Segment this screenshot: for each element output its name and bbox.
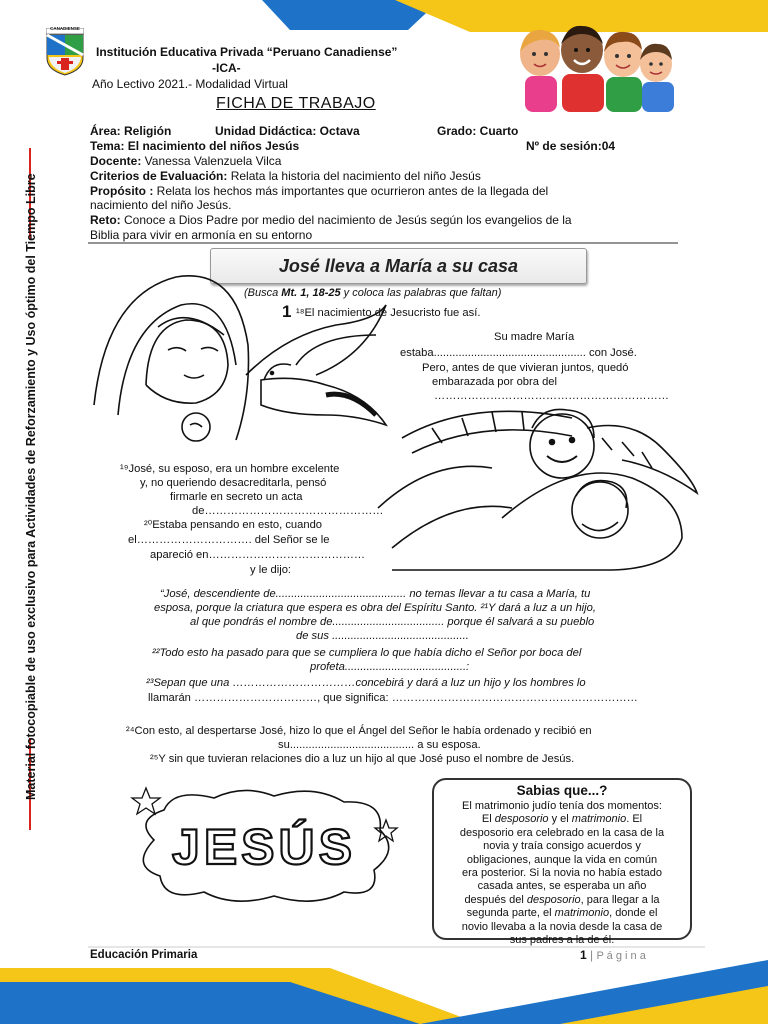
jesus-cloud-art — [124, 780, 404, 910]
verse-20-quote: “José, descendiente de.......................................... no temas llevar a tu casa a María, tu — [160, 588, 591, 600]
verse-23-a-text: ²³Sepan que una ……………………………concebirá y dará a luz un hijo y los hombres lo — [146, 677, 586, 689]
sabias-l2d: matrimonio — [571, 813, 627, 826]
angel-joseph-illustration — [372, 398, 702, 574]
institution-name: Institución Educativa Privada “Peruano Canadiense” — [96, 45, 398, 59]
verse-21-a: esposa, porque la criatura que espera es obra del Espíritu Santo. ²¹Y dará a luz a un hijo, — [154, 602, 596, 614]
sabias-l8b: desposorio — [526, 893, 581, 906]
challenge-text-1: Conoce a Dios Padre por medio del nacimiento de Jesús según los evangelios de la — [120, 213, 572, 227]
sabias-line-4: novia y traía consigo acuerdos y — [483, 840, 641, 853]
verse-23-b: llamarán ……………………………, que significa: ………………………………………………………… — [148, 692, 638, 704]
sabias-line-6: era posterior. Si la novia no había estado — [462, 867, 662, 880]
left-line-7: apareció en…………………………………… — [150, 549, 366, 561]
verse-23-a — [146, 677, 586, 691]
sabias-l2a: El — [481, 813, 495, 826]
purpose-text-1: Relata los hechos más importantes que ocurrieron antes de la llegada del — [153, 184, 549, 198]
left-line-1: ¹⁹José, su esposo, era un hombre excelente — [120, 463, 340, 475]
page-word: P á g i n a — [596, 950, 646, 962]
challenge-text-2: Biblia para vivir en armonía en su entorno — [90, 228, 313, 242]
sabias-line-8 — [434, 894, 690, 907]
challenge-line — [90, 213, 572, 227]
criteria-label: Criterios de Evaluación: — [90, 169, 228, 183]
sabias-line-1: El matrimonio judío tenía dos momentos: — [462, 800, 662, 812]
sabias-title: Sabias que...? — [516, 783, 608, 798]
instruction-ref: Mt. 1, 18-25 — [281, 287, 341, 299]
teacher-name: Vanessa Valenzuela Vilca — [141, 154, 282, 168]
purpose-label: Propósito : — [90, 184, 154, 198]
left-line-3: firmarle en secreto un acta — [170, 491, 303, 503]
left-line-5: ²⁰Estaba pensando en esto, cuando — [144, 519, 323, 531]
sabias-line-7: casada antes, se esperaba un año — [477, 880, 647, 893]
criteria-text: Relata la historia del nacimiento del niño Jesús — [227, 169, 481, 183]
topic-label: Tema: El nacimiento del niños Jesús — [90, 139, 300, 153]
sabias-box — [432, 778, 692, 947]
area-label: Área: Religión — [90, 124, 172, 138]
page-number: 1 — [580, 948, 587, 962]
sabias-l9c: , donde el — [609, 907, 658, 920]
verse-25: ²⁵Y sin que tuvieran relaciones dio a luz un hijo al que José puso el nombre de Jesús. — [150, 753, 575, 765]
sabias-line-2 — [434, 813, 690, 826]
logo-label: CANADIENSE — [50, 26, 80, 31]
sabias-line-9 — [434, 907, 690, 920]
sabias-l8c: , para llegar a la — [580, 893, 660, 906]
verse-21-c: de sus ............................................ — [296, 630, 469, 642]
criteria-line — [90, 169, 481, 183]
right-line-1: Su madre María — [494, 331, 575, 343]
challenge-label: Reto: — [90, 213, 121, 227]
worksheet-title: José lleva a María a su casa — [210, 248, 587, 284]
section-number: 1 — [282, 302, 292, 321]
left-line-8: y le dijo: — [250, 564, 292, 576]
right-line-4: embarazada por obra del — [432, 376, 558, 388]
instruction-a: (Busca — [244, 287, 282, 299]
page-indicator — [580, 948, 646, 962]
right-line-3: Pero, antes de que vivieran juntos, quedó — [422, 362, 629, 374]
purpose-text-2: nacimiento del niño Jesús. — [90, 198, 232, 212]
instruction-c: y coloca las palabras que faltan) — [340, 287, 502, 299]
sabias-l2c: y el — [548, 813, 572, 826]
sabias-line-11: sus padres a la de él. — [509, 934, 615, 947]
verse-21-b: al que pondrás el nombre de.................................... porque él salvará a su pueblo — [190, 616, 595, 628]
grade-label: Grado: Cuarto — [437, 124, 519, 138]
purpose-line — [90, 184, 548, 198]
left-line-4: de………………………………………… — [192, 505, 384, 517]
teacher-line — [90, 154, 281, 168]
verse-24-a: ²⁴Con esto, al despertarse José, hizo lo que el Ángel del Señor le había ordenado y recibió en — [126, 725, 592, 737]
left-line-2: y, no queriendo desacreditarla, pensó — [140, 477, 327, 489]
footer-left: Educación Primaria — [90, 949, 198, 961]
sabias-line-10: novio llevaba a la novia desde la casa de — [461, 920, 663, 933]
jesus-word: JESÚS — [172, 819, 356, 875]
unit-label: Unidad Didáctica: Octava — [215, 124, 360, 138]
mary-dove-illustration — [86, 265, 398, 465]
children-photo — [510, 14, 675, 114]
sheet-title: FICHA DE TRABAJO — [216, 95, 376, 112]
right-line-5: ……………………………………………………… — [434, 390, 669, 402]
sabias-l2e: . El — [626, 813, 643, 826]
verse-18: ¹⁸El nacimiento de Jesucristo fue así. — [296, 307, 481, 319]
sabias-l2b: desposorio — [494, 813, 549, 826]
city-label: -ICA- — [212, 61, 241, 75]
verse-22-b: profeta.......................................: — [310, 661, 470, 673]
teacher-label: Docente: — [90, 154, 142, 168]
sabias-line-3: desposorio era celebrado en la casa de la — [459, 826, 665, 839]
right-line-2: estaba................................................. con José. — [400, 347, 637, 359]
sabias-l9b: matrimonio — [554, 907, 610, 920]
session-label: Nº de sesión:04 — [526, 139, 616, 153]
page-sep: | — [586, 948, 597, 962]
sabias-l9a: segunda parte, el — [466, 907, 555, 920]
sabias-l8a: después del — [464, 893, 527, 906]
school-year: Año Lectivo 2021.- Modalidad Virtual — [92, 77, 288, 91]
school-logo — [46, 28, 84, 76]
sabias-line-5: obligaciones, aunque la vida en común — [466, 853, 658, 866]
verse-24-b: su........................................ a su esposa. — [278, 739, 481, 751]
sidebar-text: Material fotocopiable de uso exclusivo para Actividades de Reforzamiento y Uso óptimo del Tiempo Libre — [24, 173, 38, 800]
verse-22-a: ²²Todo esto ha pasado para que se cumpliera lo que había dicho el Señor por boca del — [152, 647, 582, 659]
left-line-6: el…………………………. del Señor se le — [128, 534, 330, 546]
